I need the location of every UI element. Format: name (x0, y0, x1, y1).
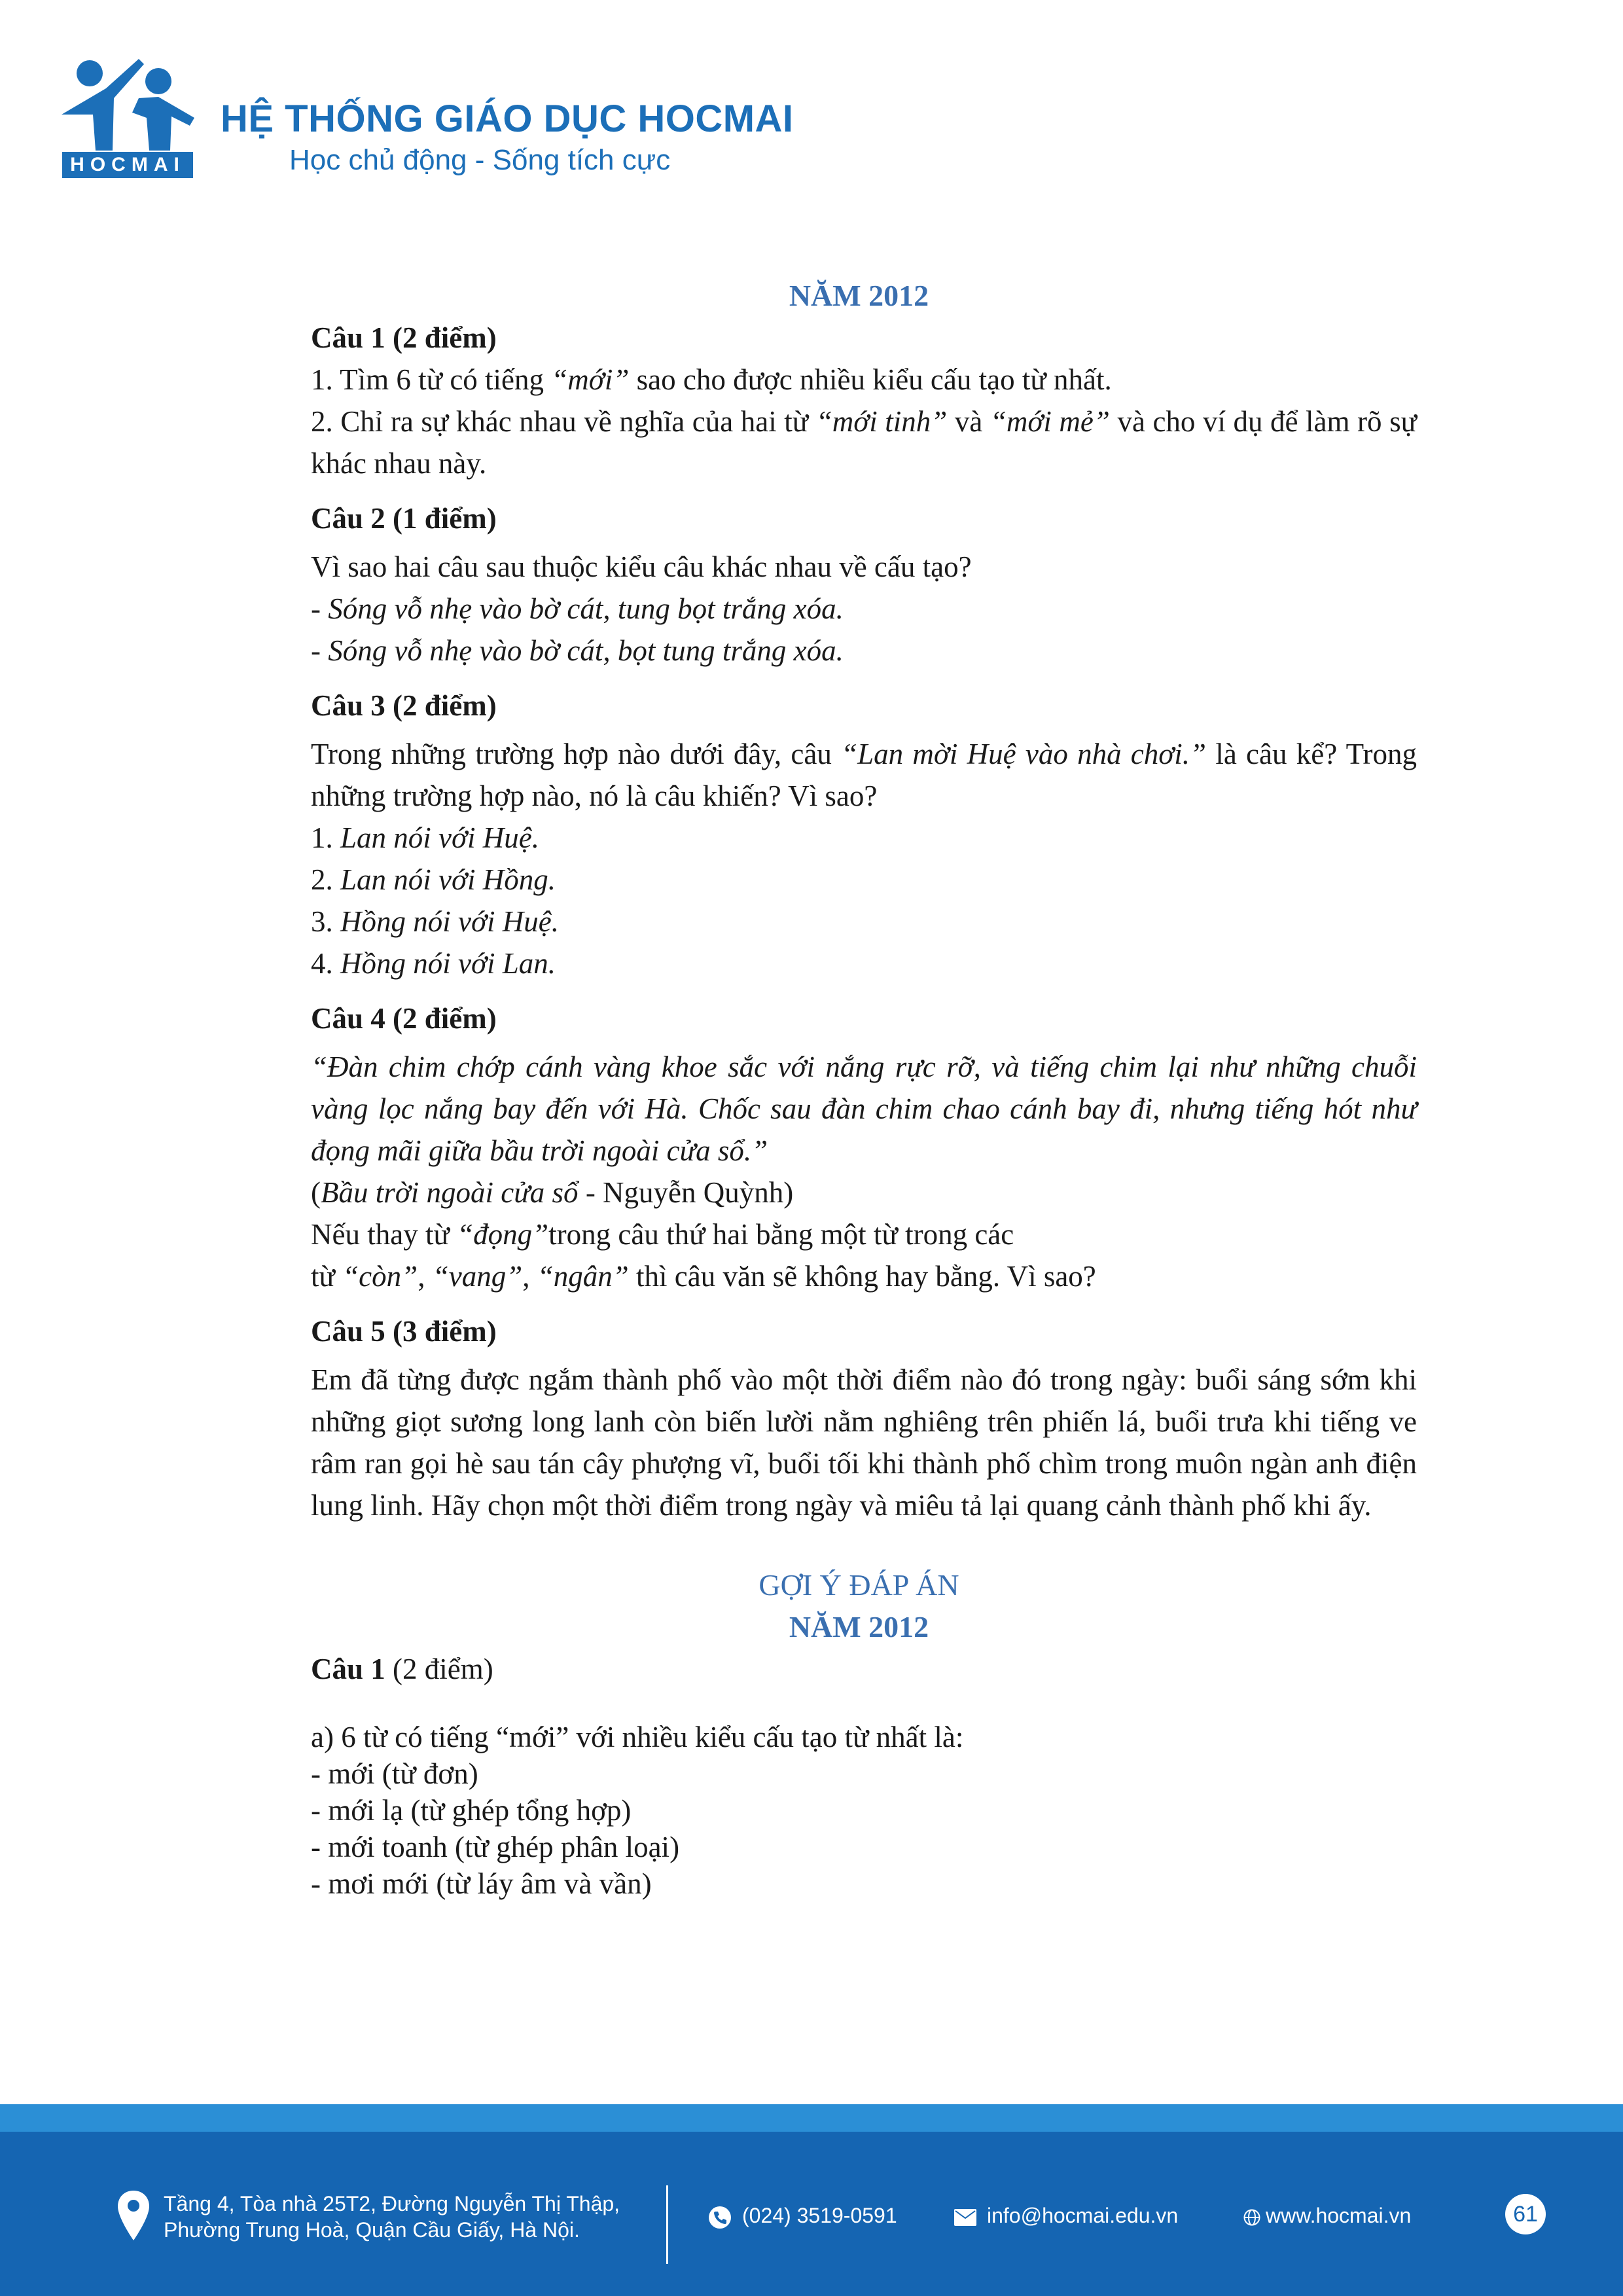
answer-1-title: Câu 1 (2 điểm) (311, 1653, 493, 1685)
question-2-intro: Vì sao hai câu sau thuộc kiểu câu khác nhau về cấu tạo? (311, 550, 972, 583)
question-5-prompt: Em đã từng được ngắm thành phố vào một thời điểm nào đó trong ngày: buổi sáng sớm khi những giọt sương long lanh còn biến lười nằm nghiêng trên phiến lá, buổi trưa khi tiếng ve râm ran gọi hè sau tán cây phượng vĩ, buổi tối khi thành phố chìm trong muôn ngàn anh điện lung linh. Hãy chọn một thời điểm trong ngày và miêu tả lại quang cảnh thành phố khi ấy. (311, 1363, 1417, 1522)
question-1-line-1: 1. Tìm 6 từ có tiếng “mới” sao cho được nhiều kiểu cấu tạo từ nhất. (311, 363, 1112, 396)
page-header (60, 52, 911, 183)
footer-divider (666, 2185, 668, 2264)
answer-1-intro: a) 6 từ có tiếng “mới” với nhiều kiểu cấu tạo từ nhất là: (311, 1721, 964, 1753)
location-pin-icon (118, 2191, 149, 2240)
footer-website[interactable]: www.hocmai.vn (1243, 2202, 1411, 2229)
hocmai-logo (60, 52, 198, 180)
question-3-case-4: 4. Hồng nói với Lan. (311, 947, 556, 980)
footer-address-line-2: Phường Trung Hoà, Quận Cầu Giấy, Hà Nội. (164, 2218, 580, 2242)
footer-phone: (024) 3519-0591 (708, 2202, 897, 2229)
question-3-case-2: 2. Lan nói với Hồng. (311, 863, 556, 896)
question-4-quote: “Đàn chim chớp cánh vàng khoe sắc với nắng rực rỡ, và tiếng chim lại như những chuỗi vàng lọc nắng bay đến với Hà. Chốc sau đàn chim chao cánh bay đi, nhưng tiếng hót như đọng mãi giữa bầu trời ngoài cửa sổ.” (311, 1050, 1417, 1167)
question-2-sentence-1: - Sóng vỗ nhẹ vào bờ cát, tung bọt trắng xóa. (311, 592, 844, 625)
logo-figures-icon (60, 52, 198, 154)
question-1-title: Câu 1 (2 điểm) (311, 321, 497, 354)
footer-email[interactable]: info@hocmai.edu.vn (954, 2202, 1178, 2229)
answer-1-item-4: - mơi mới (từ láy âm và vần) (311, 1867, 652, 1900)
phone-icon (708, 2206, 732, 2229)
mail-icon (954, 2209, 976, 2226)
question-3-title: Câu 3 (2 điểm) (311, 689, 497, 722)
answers-heading: GỢI Ý ĐÁP ÁN (758, 1568, 959, 1602)
question-3-prompt: Trong những trường hợp nào dưới đây, câu “Lan mời Huệ vào nhà chơi.” là câu kể? Trong những trường hợp nào, nó là câu khiến? Vì sao? (311, 738, 1417, 812)
logo-wordmark: HOCMAI (62, 152, 193, 178)
answer-section (311, 1648, 1417, 1902)
question-1-line-2: 2. Chỉ ra sự khác nhau về nghĩa của hai từ “mới tinh” và “mới mẻ” và cho ví dụ để làm rõ sự khác nhau này. (311, 405, 1417, 480)
question-3-case-1: 1. Lan nói với Huệ. (311, 821, 539, 854)
page-footer (0, 2132, 1623, 2296)
footer-accent-strip (0, 2104, 1623, 2132)
question-5-title: Câu 5 (3 điểm) (311, 1315, 497, 1348)
answer-1-item-3: - mới toanh (từ ghép phân loại) (311, 1831, 680, 1863)
answer-1-item-2: - mới lạ (từ ghép tổng hợp) (311, 1794, 632, 1827)
answer-1-item-1: - mới (từ đơn) (311, 1757, 478, 1790)
question-2-title: Câu 2 (1 điểm) (311, 502, 497, 535)
question-3-case-3: 3. Hồng nói với Huệ. (311, 905, 559, 938)
question-4-line-1: Nếu thay từ “đọng”trong câu thứ hai bằng một từ trong các (311, 1218, 1014, 1251)
globe-icon (1243, 2209, 1260, 2226)
footer-address-line-1: Tầng 4, Tòa nhà 25T2, Đường Nguyễn Thị Thập, (164, 2192, 620, 2215)
question-4-source: (Bầu trời ngoài cửa sổ - Nguyễn Quỳnh) (311, 1176, 794, 1209)
exam-heading: NĂM 2012 (789, 279, 929, 312)
question-4-line-2: từ “còn”, “vang”, “ngân” thì câu văn sẽ không hay bằng. Vì sao? (311, 1260, 1096, 1293)
question-4-title: Câu 4 (2 điểm) (311, 1002, 497, 1035)
document-body (311, 275, 1417, 1902)
question-2-sentence-2: - Sóng vỗ nhẹ vào bờ cát, bọt tung trắng xóa. (311, 634, 844, 667)
page-number: 61 (1505, 2194, 1546, 2234)
answers-year-heading: NĂM 2012 (789, 1610, 929, 1643)
brand-title: HỆ THỐNG GIÁO DỤC HOCMAI (221, 98, 794, 140)
brand-slogan: Học chủ động - Sống tích cực (289, 144, 671, 176)
